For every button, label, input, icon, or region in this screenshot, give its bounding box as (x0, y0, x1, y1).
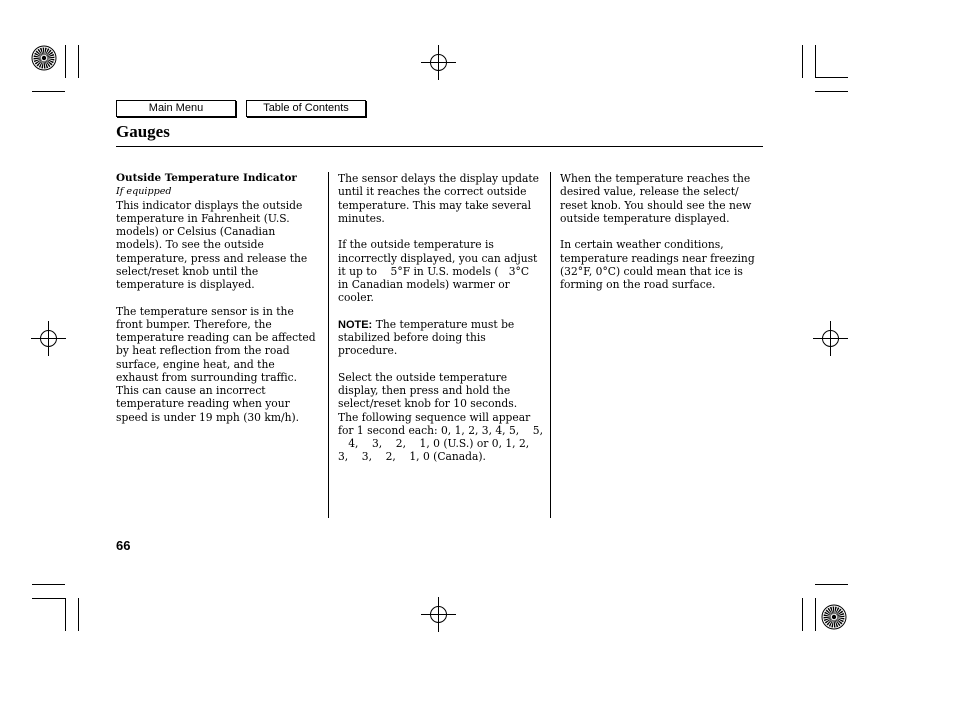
body-text-line: In certain weather conditions, (560, 238, 724, 252)
body-text-line: incorrectly displayed, you can adjust (338, 251, 538, 265)
column-divider (550, 172, 551, 518)
body-text-line: temperature, press and release the (116, 251, 308, 265)
body-text-line: select/reset knob for 10 seconds. (338, 397, 518, 411)
note-text: The temperature must be (375, 317, 515, 331)
body-text-line: surface, engine heat, and the (116, 357, 275, 371)
crosshair-icon (31, 321, 66, 356)
registration-target-icon (32, 46, 56, 70)
paragraph (116, 305, 324, 424)
body-text-line: 3, 3, 2, 1, 0 (Canada). (338, 450, 486, 464)
paragraph (338, 371, 546, 464)
body-text-line: models). To see the outside (116, 238, 264, 252)
body-text-line: outside temperature displayed. (560, 211, 730, 225)
equipment-note: If equipped (116, 186, 172, 198)
body-text-line: stabilized before doing this (338, 331, 486, 344)
body-text-line (338, 318, 546, 331)
subsection-heading: Outside Temperature Indicator (116, 172, 297, 184)
body-text-line: The sensor delays the display update (338, 172, 539, 185)
body-text-line: models) or Celsius (Canadian (116, 225, 276, 238)
note-label: NOTE: (338, 318, 373, 331)
table-of-contents-button[interactable]: Table of Contents (246, 100, 366, 117)
body-text-line: for 1 second each: 0, 1, 2, 3, 4, 5, 5, (338, 423, 543, 437)
body-text-line: temperature in Fahrenheit (U.S. (116, 211, 290, 225)
crosshair-icon (421, 45, 456, 80)
body-text-line: temperature. This may take several (338, 198, 531, 212)
body-text-line: desired value, release the select/ (560, 185, 739, 199)
body-text-line: forming on the road surface. (560, 278, 716, 291)
text-column-3 (560, 172, 768, 291)
title-rule (116, 146, 763, 147)
body-text-line: speed is under 19 mph (30 km/h). (116, 410, 300, 424)
body-text-line: This indicator displays the outside (116, 198, 303, 212)
body-text-line: select/reset knob until the (116, 264, 259, 278)
body-text-line: If the outside temperature is (338, 238, 494, 252)
body-text-line: by heat reflection from the road (116, 344, 290, 358)
body-text-line: temperature is displayed. (116, 278, 255, 291)
body-text-line: in Canadian models) warmer or (338, 278, 510, 291)
paragraph (338, 172, 546, 225)
text-column-2 (338, 172, 546, 464)
body-text-line: minutes. (338, 211, 385, 225)
paragraph (560, 172, 768, 225)
body-text-line: Select the outside temperature (338, 370, 508, 384)
crosshair-icon (421, 597, 456, 632)
column-divider (328, 172, 329, 518)
paragraph (116, 172, 324, 291)
paragraph (560, 238, 768, 291)
page-number: 66 (116, 538, 131, 553)
body-text-line: procedure. (338, 344, 398, 358)
page-title: Gauges (116, 122, 170, 141)
body-text-line: (32°F, 0°C) could mean that ice is (560, 264, 743, 278)
text-column-1 (116, 172, 324, 424)
main-menu-button[interactable]: Main Menu (116, 100, 236, 117)
body-text-line: The following sequence will appear (338, 410, 531, 424)
body-text-line: front bumper. Therefore, the (116, 317, 272, 331)
body-text-line: exhaust from surrounding traffic. (116, 370, 298, 384)
body-text-line: cooler. (338, 291, 374, 305)
registration-target-icon (822, 605, 846, 629)
body-text-line: temperature readings near freezing (560, 251, 755, 265)
note-paragraph (338, 318, 546, 358)
crosshair-icon (813, 321, 848, 356)
body-text-line: reset knob. You should see the new (560, 198, 752, 212)
body-text-line: When the temperature reaches the (560, 172, 751, 185)
paragraph (338, 238, 546, 304)
body-text-line: display, then press and hold the (338, 384, 511, 397)
body-text-line: temperature reading when your (116, 397, 290, 411)
body-text-line: it up to 5°F in U.S. models ( 3°C (338, 264, 530, 278)
body-text-line: until it reaches the correct outside (338, 185, 527, 199)
body-text-line: The temperature sensor is in the (116, 304, 294, 318)
body-text-line: This can cause an incorrect (116, 384, 266, 397)
body-text-line: 4, 3, 2, 1, 0 (U.S.) or 0, 1, 2, (338, 437, 530, 450)
body-text-line: temperature reading can be affected (116, 331, 316, 344)
